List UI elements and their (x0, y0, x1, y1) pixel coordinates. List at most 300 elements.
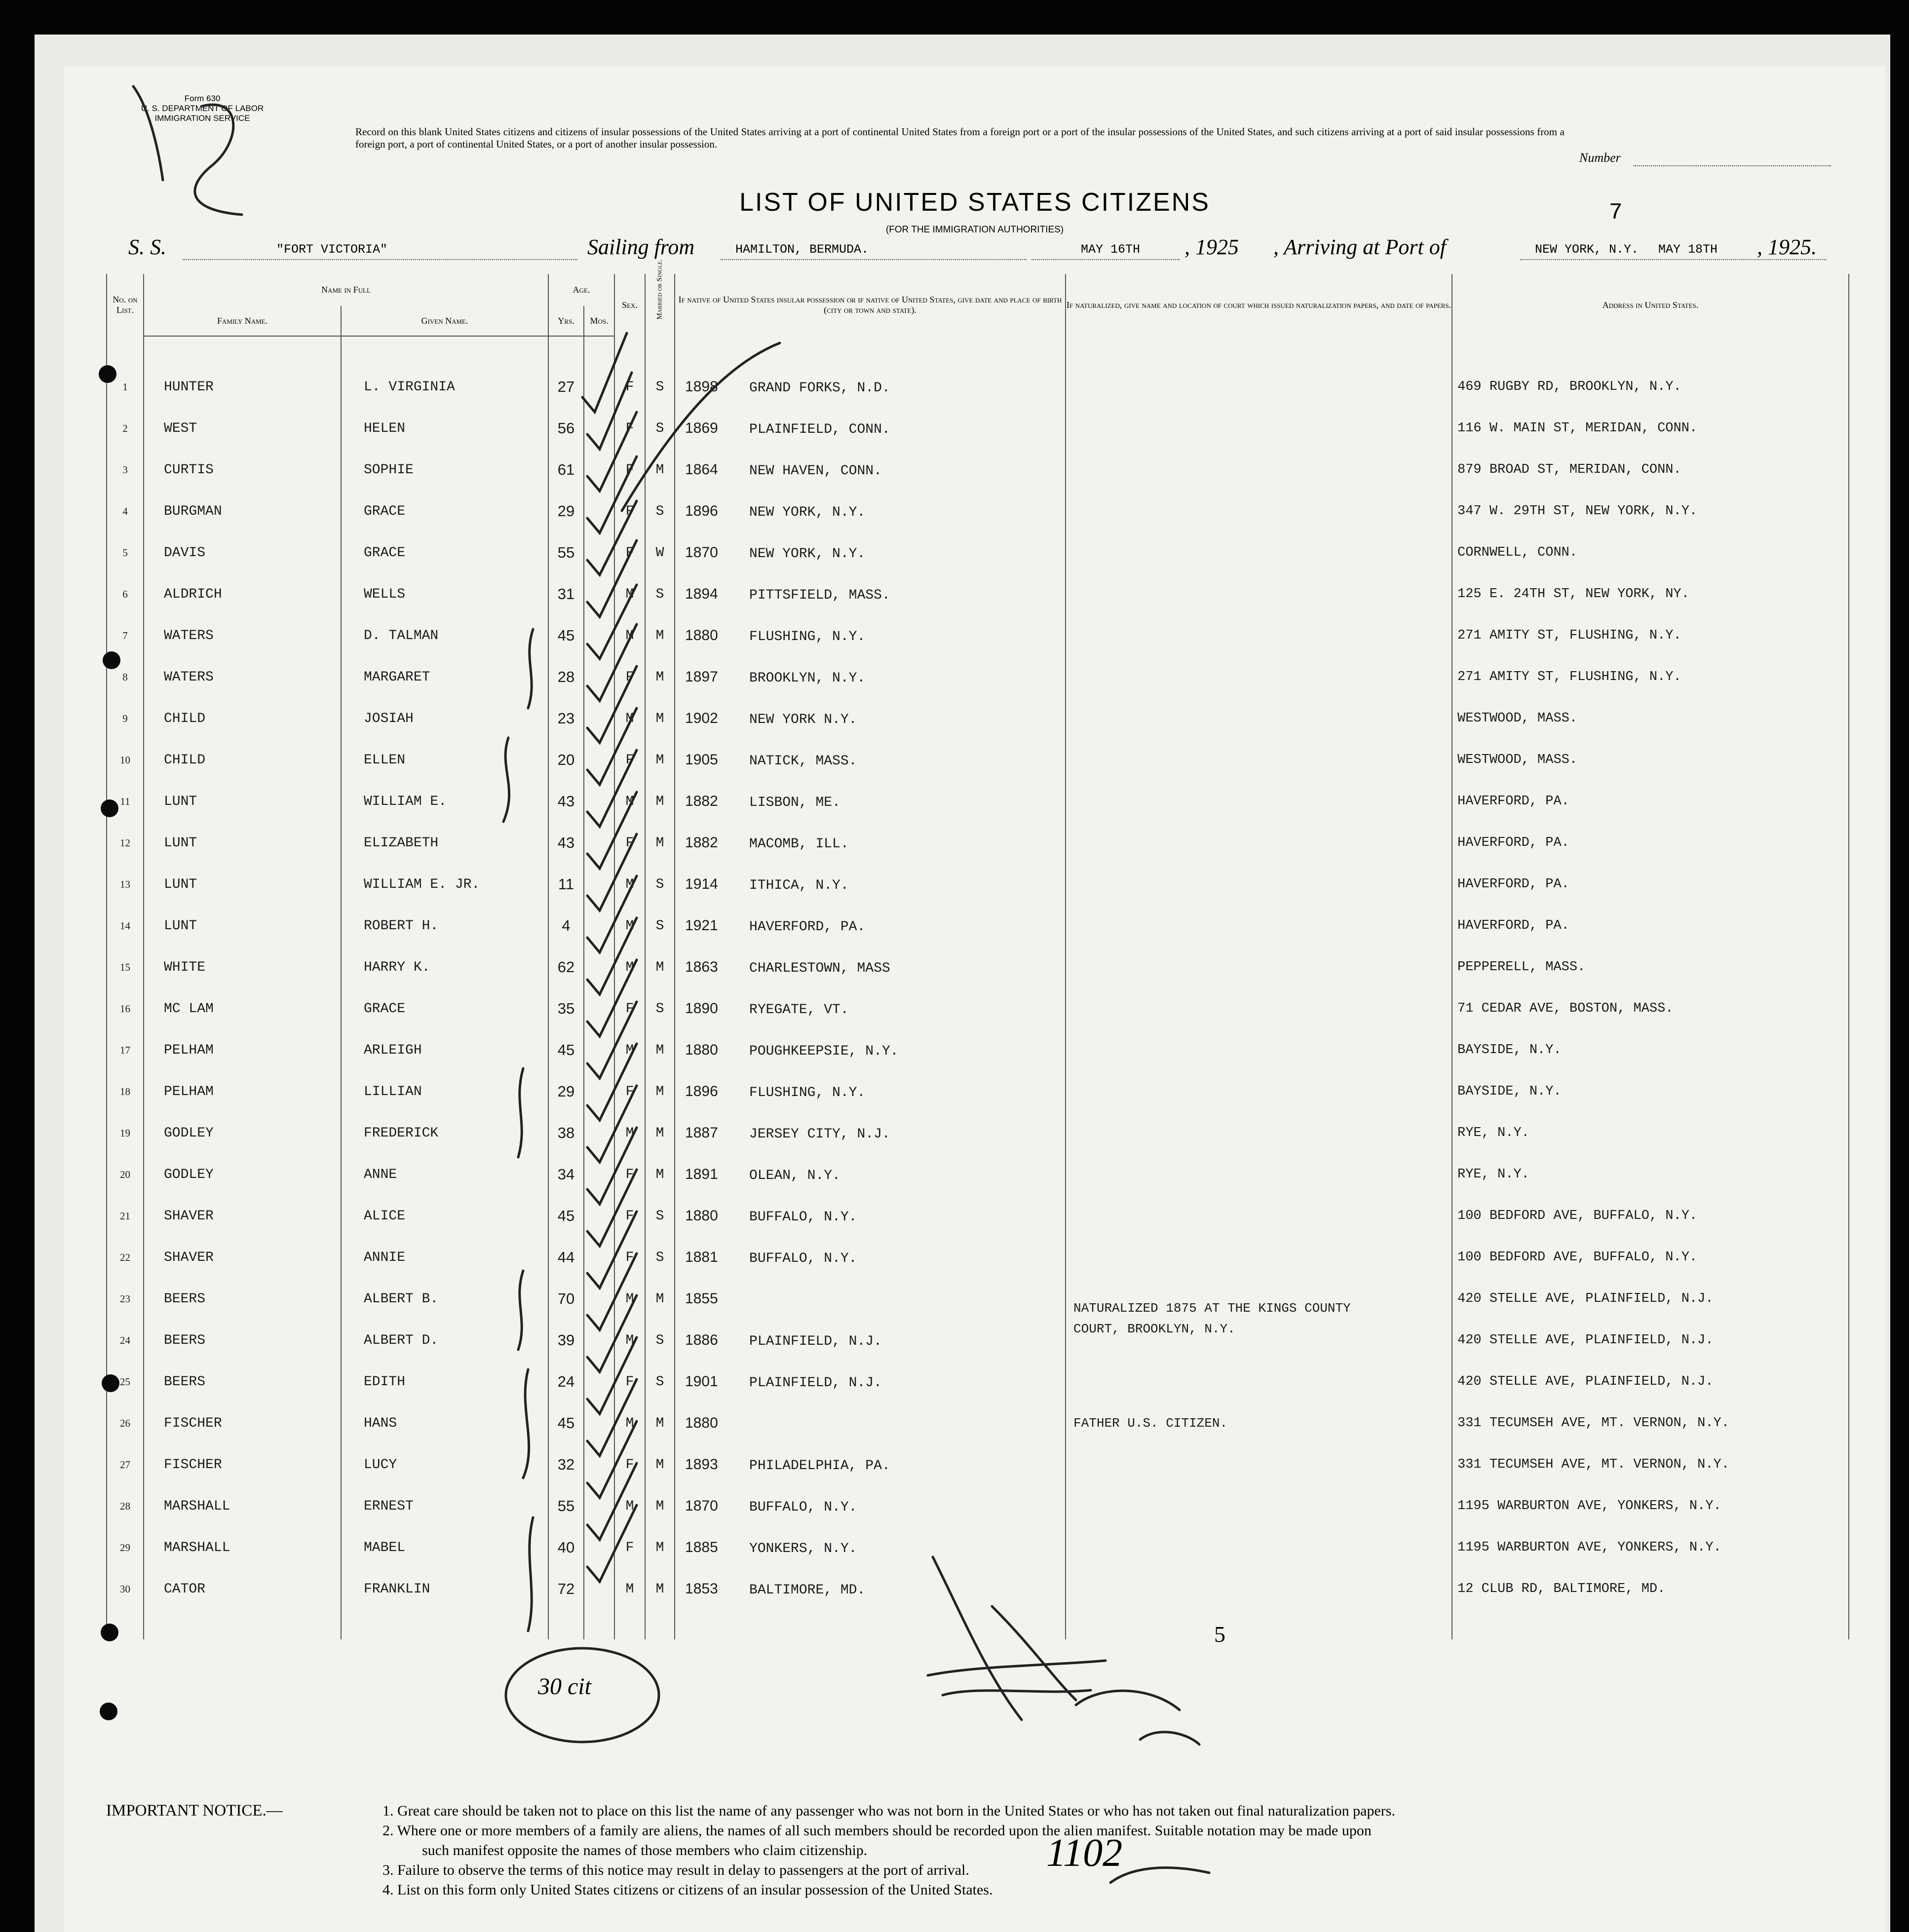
header-years: Yrs. (548, 306, 584, 336)
age-years: 62 (548, 947, 584, 988)
birth-info (675, 988, 1066, 1029)
sex: M (614, 864, 645, 905)
birth-year: 1880 (685, 1041, 718, 1058)
marital-status: S (645, 1320, 675, 1361)
table-row (107, 1485, 1849, 1527)
given-name: WELLS (341, 573, 548, 615)
table-row (107, 1527, 1849, 1568)
notice-item-1: 1. Great care should be taken not to place on this list the name of any passenger who was not born in the United States or who has not taken out final naturalization papers. (382, 1803, 1395, 1819)
us-address: PEPPERELL, MASS. (1452, 947, 1849, 988)
age-years: 45 (548, 1195, 584, 1237)
family-name: MARSHALL (144, 1527, 341, 1568)
age-years: 23 (548, 698, 584, 739)
age-years: 11 (548, 864, 584, 905)
given-name: ALBERT D. (341, 1320, 548, 1361)
birth-info (675, 366, 1066, 408)
given-name: ALBERT B. (341, 1278, 548, 1320)
age-months (584, 1485, 614, 1527)
form-identifier (109, 94, 296, 123)
age-months (584, 864, 614, 905)
naturalization (1066, 491, 1452, 532)
arrival-date: MAY 18TH (1658, 242, 1718, 257)
row-number: 18 (107, 1071, 144, 1112)
birth-year: 1898 (685, 378, 718, 395)
birth-place: NATICK, MASS. (749, 753, 857, 769)
header-no: No. on List. (107, 274, 144, 336)
header-months: Mos. (584, 306, 614, 336)
marital-status: S (645, 491, 675, 532)
birth-place: PITTSFIELD, MASS. (749, 587, 890, 603)
birth-year: 1870 (685, 544, 718, 561)
age-months (584, 905, 614, 947)
age-years: 43 (548, 822, 584, 864)
naturalization (1066, 573, 1452, 615)
table-row (107, 1029, 1849, 1071)
sex: F (614, 739, 645, 781)
us-address: BAYSIDE, N.Y. (1452, 1071, 1849, 1112)
naturalization (1066, 449, 1452, 491)
page-subtitle: (FOR THE IMMIGRATION AUTHORITIES) (885, 225, 1064, 235)
age-months (584, 988, 614, 1029)
age-years: 44 (548, 1237, 584, 1278)
age-years: 34 (548, 1154, 584, 1195)
birth-year: 1863 (685, 958, 718, 975)
us-address: 331 TECUMSEH AVE, MT. VERNON, N.Y. (1452, 1402, 1849, 1444)
age-years: 70 (548, 1278, 584, 1320)
birth-info (675, 781, 1066, 822)
birth-year: 1855 (685, 1290, 718, 1307)
given-name: ROBERT H. (341, 905, 548, 947)
us-address: 100 BEDFORD AVE, BUFFALO, N.Y. (1452, 1195, 1849, 1237)
birth-year: 1869 (685, 419, 718, 436)
row-number: 14 (107, 905, 144, 947)
us-address: HAVERFORD, PA. (1452, 781, 1849, 822)
marital-status: M (645, 698, 675, 739)
age-months (584, 408, 614, 449)
age-months (584, 366, 614, 408)
birth-info (675, 1527, 1066, 1568)
us-address: 420 STELLE AVE, PLAINFIELD, N.J. (1452, 1320, 1849, 1361)
birth-year: 1880 (685, 627, 718, 644)
header-family-name: Family Name. (144, 306, 341, 336)
age-months (584, 739, 614, 781)
sex: F (614, 491, 645, 532)
birth-place: NEW YORK N.Y. (749, 712, 857, 727)
age-years: 32 (548, 1444, 584, 1485)
family-name: BEERS (144, 1361, 341, 1402)
birth-year: 1880 (685, 1414, 718, 1431)
age-years: 28 (548, 656, 584, 698)
marital-status: M (645, 1071, 675, 1112)
table-row (107, 408, 1849, 449)
birth-year: 1853 (685, 1580, 718, 1597)
age-years: 39 (548, 1320, 584, 1361)
row-number: 7 (107, 615, 144, 656)
given-name: FREDERICK (341, 1112, 548, 1154)
table-row (107, 1154, 1849, 1195)
given-name: ANNE (341, 1154, 548, 1195)
age-years: 29 (548, 1071, 584, 1112)
age-years: 55 (548, 532, 584, 573)
family-name: LUNT (144, 864, 341, 905)
table-row (107, 532, 1849, 573)
family-name: LUNT (144, 905, 341, 947)
age-months (584, 1527, 614, 1568)
sex: M (614, 1112, 645, 1154)
birth-place: POUGHKEEPSIE, N.Y. (749, 1043, 899, 1059)
birth-place: NEW YORK, N.Y. (749, 546, 866, 562)
row-number: 17 (107, 1029, 144, 1071)
age-years: 40 (548, 1527, 584, 1568)
header-sex: Sex. (614, 274, 645, 336)
sex: M (614, 1320, 645, 1361)
marital-status: M (645, 1112, 675, 1154)
ship-name: "FORT VICTORIA" (276, 242, 388, 257)
sex: F (614, 1361, 645, 1402)
family-name: ALDRICH (144, 573, 341, 615)
naturalization (1066, 1485, 1452, 1527)
us-address: 12 CLUB RD, BALTIMORE, MD. (1452, 1568, 1849, 1610)
punch-hole (99, 365, 116, 383)
family-name: SHAVER (144, 1237, 341, 1278)
marital-status: M (645, 947, 675, 988)
sex: M (614, 1029, 645, 1071)
punch-hole (101, 1624, 118, 1641)
birth-year: 1881 (685, 1249, 718, 1265)
age-years: 61 (548, 449, 584, 491)
birth-place: PLAINFIELD, N.J. (749, 1333, 882, 1349)
family-name: PELHAM (144, 1071, 341, 1112)
birth-place: NEW HAVEN, CONN. (749, 463, 882, 479)
row-number: 26 (107, 1402, 144, 1444)
departure-date: MAY 16TH (1081, 242, 1141, 257)
birth-info (675, 1320, 1066, 1361)
birth-year: 1914 (685, 875, 718, 892)
table-row (107, 1320, 1849, 1361)
age-years: 24 (548, 1361, 584, 1402)
age-months (584, 532, 614, 573)
given-name: ALICE (341, 1195, 548, 1237)
age-years: 38 (548, 1112, 584, 1154)
row-number: 11 (107, 781, 144, 822)
sex: M (614, 698, 645, 739)
birth-year: 1894 (685, 585, 718, 602)
marital-status: S (645, 905, 675, 947)
table-row (107, 947, 1849, 988)
age-years: 4 (548, 905, 584, 947)
birth-place: JERSEY CITY, N.J. (749, 1126, 890, 1142)
family-name: LUNT (144, 822, 341, 864)
sex: F (614, 988, 645, 1029)
row-number: 23 (107, 1278, 144, 1320)
age-months (584, 1568, 614, 1610)
header-naturalized: If naturalized, give name and location of court which issued naturalization papers, and date of papers. (1066, 274, 1452, 336)
age-months (584, 1195, 614, 1237)
row-number: 25 (107, 1361, 144, 1402)
birth-place: OLEAN, N.Y. (749, 1168, 840, 1183)
family-name: SHAVER (144, 1195, 341, 1237)
us-address: 469 RUGBY RD, BROOKLYN, N.Y. (1452, 366, 1849, 408)
table-row (107, 739, 1849, 781)
birth-place: BUFFALO, N.Y. (749, 1250, 857, 1266)
birth-place: PHILADELPHIA, PA. (749, 1458, 890, 1474)
birth-place: BUFFALO, N.Y. (749, 1499, 857, 1515)
row-number: 27 (107, 1444, 144, 1485)
number-line (1634, 165, 1831, 166)
birth-info (675, 615, 1066, 656)
given-name: L. VIRGINIA (341, 366, 548, 408)
family-name: PELHAM (144, 1029, 341, 1071)
row-number: 13 (107, 864, 144, 905)
birth-info (675, 449, 1066, 491)
given-name: ARLEIGH (341, 1029, 548, 1071)
manifest-page (64, 67, 1885, 1932)
marital-status: M (645, 1402, 675, 1444)
us-address: 125 E. 24TH ST, NEW YORK, NY. (1452, 573, 1849, 615)
age-months (584, 1361, 614, 1402)
age-months (584, 1071, 614, 1112)
table-row (107, 1237, 1849, 1278)
marital-status: W (645, 532, 675, 573)
marital-status: M (645, 449, 675, 491)
punch-hole (100, 1703, 117, 1720)
sex: M (614, 573, 645, 615)
birth-info (675, 1195, 1066, 1237)
marital-status: S (645, 988, 675, 1029)
row-number: 16 (107, 988, 144, 1029)
birth-info (675, 491, 1066, 532)
age-months (584, 1112, 614, 1154)
punch-hole (103, 651, 120, 669)
us-address: 1195 WARBURTON AVE, YONKERS, N.Y. (1452, 1485, 1849, 1527)
marital-status: M (645, 1485, 675, 1527)
birth-year: 1870 (685, 1497, 718, 1514)
family-name: WATERS (144, 656, 341, 698)
naturalization (1066, 1195, 1452, 1237)
marital-status: S (645, 864, 675, 905)
age-months (584, 781, 614, 822)
naturalization (1066, 905, 1452, 947)
naturalization (1066, 1071, 1452, 1112)
birth-info (675, 1361, 1066, 1402)
naturalization (1066, 366, 1452, 408)
arrival-port: NEW YORK, N.Y. (1535, 242, 1639, 257)
naturalization (1066, 1237, 1452, 1278)
given-name: D. TALMAN (341, 615, 548, 656)
given-name: GRACE (341, 491, 548, 532)
birth-year: 1864 (685, 461, 718, 478)
family-name: BEERS (144, 1320, 341, 1361)
marital-status: S (645, 1361, 675, 1402)
birth-info (675, 532, 1066, 573)
given-name: LILLIAN (341, 1071, 548, 1112)
sex: F (614, 1237, 645, 1278)
row-number: 19 (107, 1112, 144, 1154)
circled-note: 30 cit (538, 1673, 591, 1700)
birth-year: 1901 (685, 1373, 718, 1390)
birth-year: 1905 (685, 751, 718, 768)
row-number: 4 (107, 491, 144, 532)
naturalization (1066, 864, 1452, 905)
table-row (107, 1112, 1849, 1154)
sex: F (614, 449, 645, 491)
birth-year: 1886 (685, 1331, 718, 1348)
age-years: 45 (548, 1402, 584, 1444)
family-name: WATERS (144, 615, 341, 656)
age-years: 31 (548, 573, 584, 615)
birth-info (675, 698, 1066, 739)
age-years: 27 (548, 366, 584, 408)
naturalization (1066, 1029, 1452, 1071)
birth-info (675, 1444, 1066, 1485)
age-months (584, 1237, 614, 1278)
birth-info (675, 1237, 1066, 1278)
us-address: 879 BROAD ST, MERIDAN, CONN. (1452, 449, 1849, 491)
given-name: ANNIE (341, 1237, 548, 1278)
table-row (107, 449, 1849, 491)
birth-place: BROOKLYN, N.Y. (749, 670, 866, 686)
naturalization-note: NATURALIZED 1875 AT THE KINGS COUNTY COURT, BROOKLYN, N.Y. (1073, 1301, 1351, 1336)
us-address: WESTWOOD, MASS. (1452, 739, 1849, 781)
marital-status: M (645, 1154, 675, 1195)
row-number: 5 (107, 532, 144, 573)
birth-place: FLUSHING, N.Y. (749, 1085, 866, 1100)
birth-info (675, 1112, 1066, 1154)
family-name: MC LAM (144, 988, 341, 1029)
punch-hole (102, 1374, 119, 1392)
marital-status: S (645, 408, 675, 449)
table-row (107, 1361, 1849, 1402)
age-months (584, 615, 614, 656)
notice-item-2: 2. Where one or more members of a family are aliens, the names of all such members should be recorded upon the alien manifest. Suitable notation may be made upon (382, 1822, 1372, 1839)
birth-year: 1897 (685, 668, 718, 685)
row-number: 9 (107, 698, 144, 739)
row-number: 28 (107, 1485, 144, 1527)
naturalization (1066, 1154, 1452, 1195)
birth-info (675, 1402, 1066, 1444)
age-months (584, 1444, 614, 1485)
birth-year: 1896 (685, 1083, 718, 1099)
row-number: 2 (107, 408, 144, 449)
row-number: 6 (107, 573, 144, 615)
sex: F (614, 1527, 645, 1568)
age-months (584, 947, 614, 988)
family-name: CHILD (144, 739, 341, 781)
naturalization (1066, 739, 1452, 781)
sex: M (614, 1568, 645, 1610)
table-row (107, 905, 1849, 947)
given-name: HELEN (341, 408, 548, 449)
instructions-text: Record on this blank United States citizens and citizens of insular possessions of the United States arriving at a port of continental United States from a foreign port or a port of the insular possessions of the United States, and such citizens arriving at a port of said insular possessions from a foreign port, a port of continental United States, or a port of another insular possession. (355, 126, 1565, 150)
birth-place: FLUSHING, N.Y. (749, 629, 866, 644)
us-address: 1195 WARBURTON AVE, YONKERS, N.Y. (1452, 1527, 1849, 1568)
naturalization (1066, 532, 1452, 573)
passenger-table (106, 259, 1849, 1639)
birth-place: RYEGATE, VT. (749, 1002, 849, 1018)
voyage-line (128, 234, 1836, 264)
sailing-label: Sailing from (587, 235, 695, 259)
us-address: 271 AMITY ST, FLUSHING, N.Y. (1452, 615, 1849, 656)
sex: M (614, 1278, 645, 1320)
service: IMMIGRATION SERVICE (154, 114, 250, 123)
row-number: 30 (107, 1568, 144, 1610)
family-name: CATOR (144, 1568, 341, 1610)
row-number: 29 (107, 1527, 144, 1568)
table-row (107, 491, 1849, 532)
birth-info (675, 947, 1066, 988)
header-birth: If native of United States insular possession or if native of United States, give date and place of birth (city or town and state). (675, 274, 1066, 336)
marital-status: M (645, 781, 675, 822)
us-address: 420 STELLE AVE, PLAINFIELD, N.J. (1452, 1278, 1849, 1320)
birth-place: LISBON, ME. (749, 795, 840, 810)
marital-status: M (645, 739, 675, 781)
birth-place: NEW YORK, N.Y. (749, 504, 866, 520)
birth-info (675, 656, 1066, 698)
page-digit: 5 (1214, 1622, 1225, 1647)
family-name: GODLEY (144, 1154, 341, 1195)
marital-status: M (645, 656, 675, 698)
table-row (107, 1278, 1849, 1320)
notice-label: IMPORTANT NOTICE.— (106, 1802, 283, 1819)
marital-status: M (645, 615, 675, 656)
age-months (584, 698, 614, 739)
given-name: ELIZABETH (341, 822, 548, 864)
ss-label: S. S. (128, 235, 166, 259)
arrival-year: , 1925. (1757, 235, 1817, 259)
given-name: MARGARET (341, 656, 548, 698)
us-address: RYE, N.Y. (1452, 1154, 1849, 1195)
birth-year: 1921 (685, 917, 718, 934)
age-years: 20 (548, 739, 584, 781)
naturalization (1066, 1112, 1452, 1154)
birth-place: CHARLESTOWN, MASS (749, 960, 890, 976)
table-row (107, 988, 1849, 1029)
birth-info (675, 1568, 1066, 1610)
us-address: HAVERFORD, PA. (1452, 822, 1849, 864)
table-row (107, 1071, 1849, 1112)
row-number: 12 (107, 822, 144, 864)
age-years: 43 (548, 781, 584, 822)
naturalization (1066, 1402, 1452, 1444)
age-years: 45 (548, 615, 584, 656)
family-name: BURGMAN (144, 491, 341, 532)
family-name: WHITE (144, 947, 341, 988)
table-row (107, 366, 1849, 408)
given-name: ERNEST (341, 1485, 548, 1527)
birth-info (675, 822, 1066, 864)
table-row (107, 781, 1849, 822)
header-married-single: Married or Single. (645, 274, 675, 336)
sex: F (614, 1195, 645, 1237)
naturalization (1066, 1444, 1452, 1485)
sex: F (614, 1444, 645, 1485)
us-address: HAVERFORD, PA. (1452, 864, 1849, 905)
birth-place: BUFFALO, N.Y. (749, 1209, 857, 1225)
family-name: FISCHER (144, 1402, 341, 1444)
sex: M (614, 781, 645, 822)
given-name: MABEL (341, 1527, 548, 1568)
us-address: 347 W. 29TH ST, NEW YORK, N.Y. (1452, 491, 1849, 532)
departure-year: , 1925 (1184, 235, 1239, 259)
family-name: MARSHALL (144, 1485, 341, 1527)
us-address: 420 STELLE AVE, PLAINFIELD, N.J. (1452, 1361, 1849, 1402)
naturalization (1066, 656, 1452, 698)
notice-item-2-cont: such manifest opposite the names of those members who claim citizenship. (422, 1842, 868, 1858)
naturalization (1066, 822, 1452, 864)
row-number: 22 (107, 1237, 144, 1278)
notice-item-4: 4. List on this form only United States citizens or citizens of an insular possession of the United States. (382, 1882, 993, 1898)
birth-year: 1880 (685, 1207, 718, 1224)
